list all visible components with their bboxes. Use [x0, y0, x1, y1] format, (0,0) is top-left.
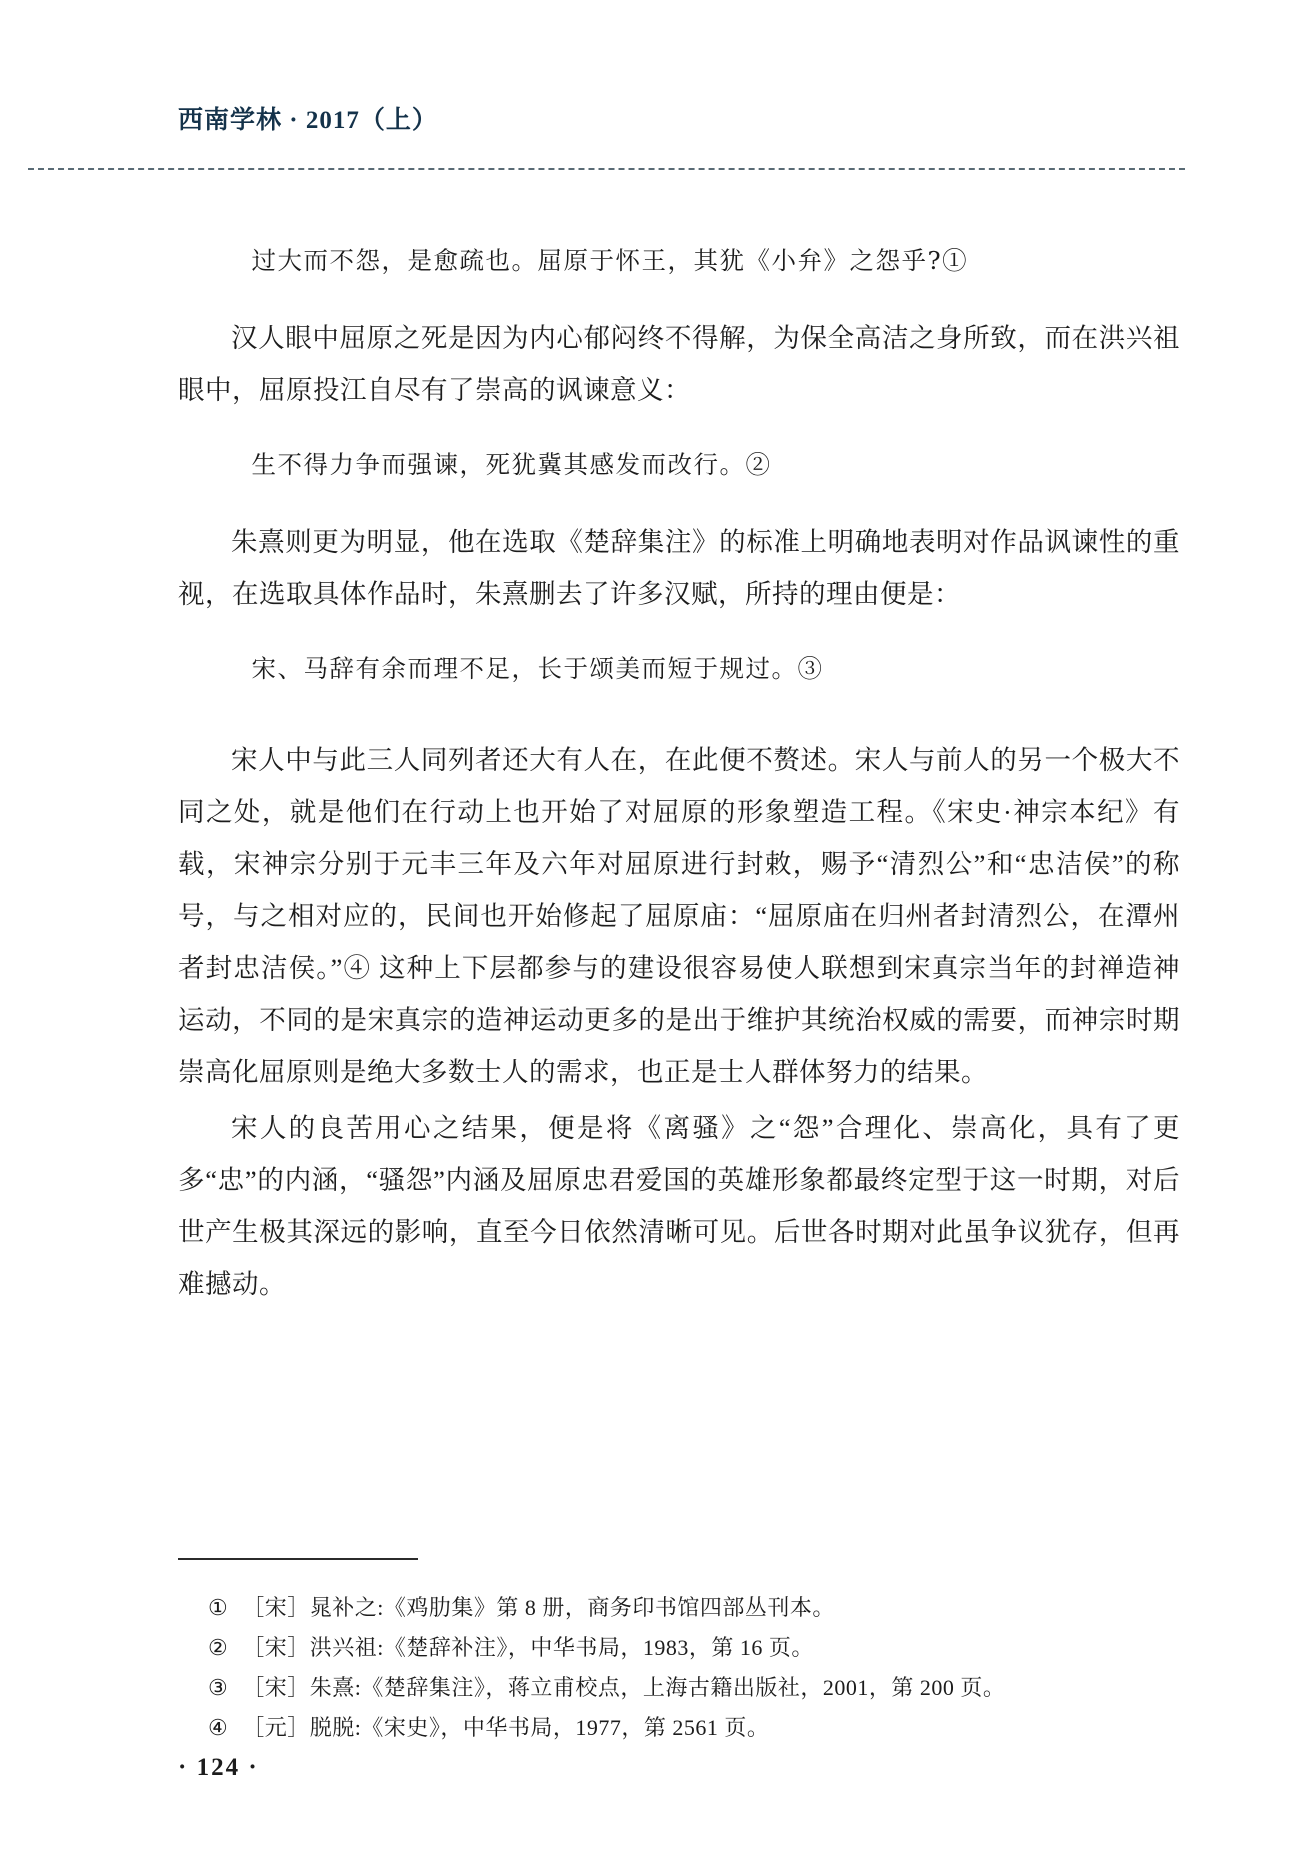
header-divider [28, 168, 1185, 170]
footnote-divider [178, 1558, 418, 1560]
footnote-list [208, 1588, 1188, 1748]
running-head: 西南学林 · 2017（上） [178, 107, 438, 134]
footnote-marker: ① [208, 1595, 229, 1620]
page-body [178, 212, 1180, 1314]
block-quote-1: 过大而不怨，是愈疏也。屈原于怀王，其犹《小弁》之怨乎?① [251, 246, 969, 275]
footnote-item [208, 1628, 1188, 1668]
footnote-text: ［元］脱脱:《宋史》，中华书局，1977，第 2561 页。 [242, 1715, 770, 1740]
paragraph-4: 宋人的良苦用心之结果，便是将《离骚》之“怨”合理化、崇高化，具有了更多“忠”的内涵，“骚怨”内涵及屈原忠君爱国的英雄形象都最终定型于这一时期，对后世产生极其深远的影响，直至今日依然清晰可见。后世各时期对此虽争议犹存，但再难撼动。 [178, 1113, 1180, 1299]
footnote-item [208, 1708, 1188, 1748]
footnote-text: ［宋］朱熹:《楚辞集注》，蒋立甫校点，上海古籍出版社，2001，第 200 页。 [242, 1675, 1006, 1700]
footnote-text: ［宋］洪兴祖:《楚辞补注》，中华书局，1983，第 16 页。 [242, 1635, 814, 1660]
footnote-text: ［宋］晁补之:《鸡肋集》第 8 册，商务印书馆四部丛刊本。 [242, 1595, 835, 1620]
paragraph-1: 汉人眼中屈原之死是因为内心郁闷终不得解，为保全高洁之身所致，而在洪兴祖眼中，屈原投江自尽有了崇高的讽谏意义： [178, 323, 1180, 405]
footnote-item [208, 1668, 1188, 1708]
footnote-item [208, 1588, 1188, 1628]
footnote-marker: ② [208, 1635, 229, 1660]
footnote-marker: ④ [208, 1715, 229, 1740]
block-quote-2: 生不得力争而强谏，死犹冀其感发而改行。② [251, 450, 772, 479]
paragraph-2: 朱熹则更为明显，他在选取《楚辞集注》的标准上明确地表明对作品讽谏性的重视，在选取具体作品时，朱熹删去了许多汉赋，所持的理由便是： [178, 527, 1180, 609]
footnote-marker: ③ [208, 1675, 229, 1700]
paragraph-3: 宋人中与此三人同列者还大有人在，在此便不赘述。宋人与前人的另一个极大不同之处，就是他们在行动上也开始了对屈原的形象塑造工程。《宋史·神宗本纪》有载，宋神宗分别于元丰三年及六年对屈原进行封敕，赐予“清烈公”和“忠洁侯”的称号，与之相对应的，民间也开始修起了屈原庙：“屈原庙在归州者封清烈公，在潭州者封忠洁侯。”④ 这种上下层都参与的建设很容易使人联想到宋真宗当年的封禅造神运动，不同的是宋真宗的造神运动更多的是出于维护其统治权威的需要，而神宗时期崇高化屈原则是绝大多数士人的需求，也正是士人群体努力的结果。 [178, 745, 1180, 1087]
spacer [178, 720, 1180, 734]
page-number: · 124 · [178, 1754, 259, 1781]
block-quote-3: 宋、马辞有余而理不足，长于颂美而短于规过。③ [251, 654, 824, 683]
